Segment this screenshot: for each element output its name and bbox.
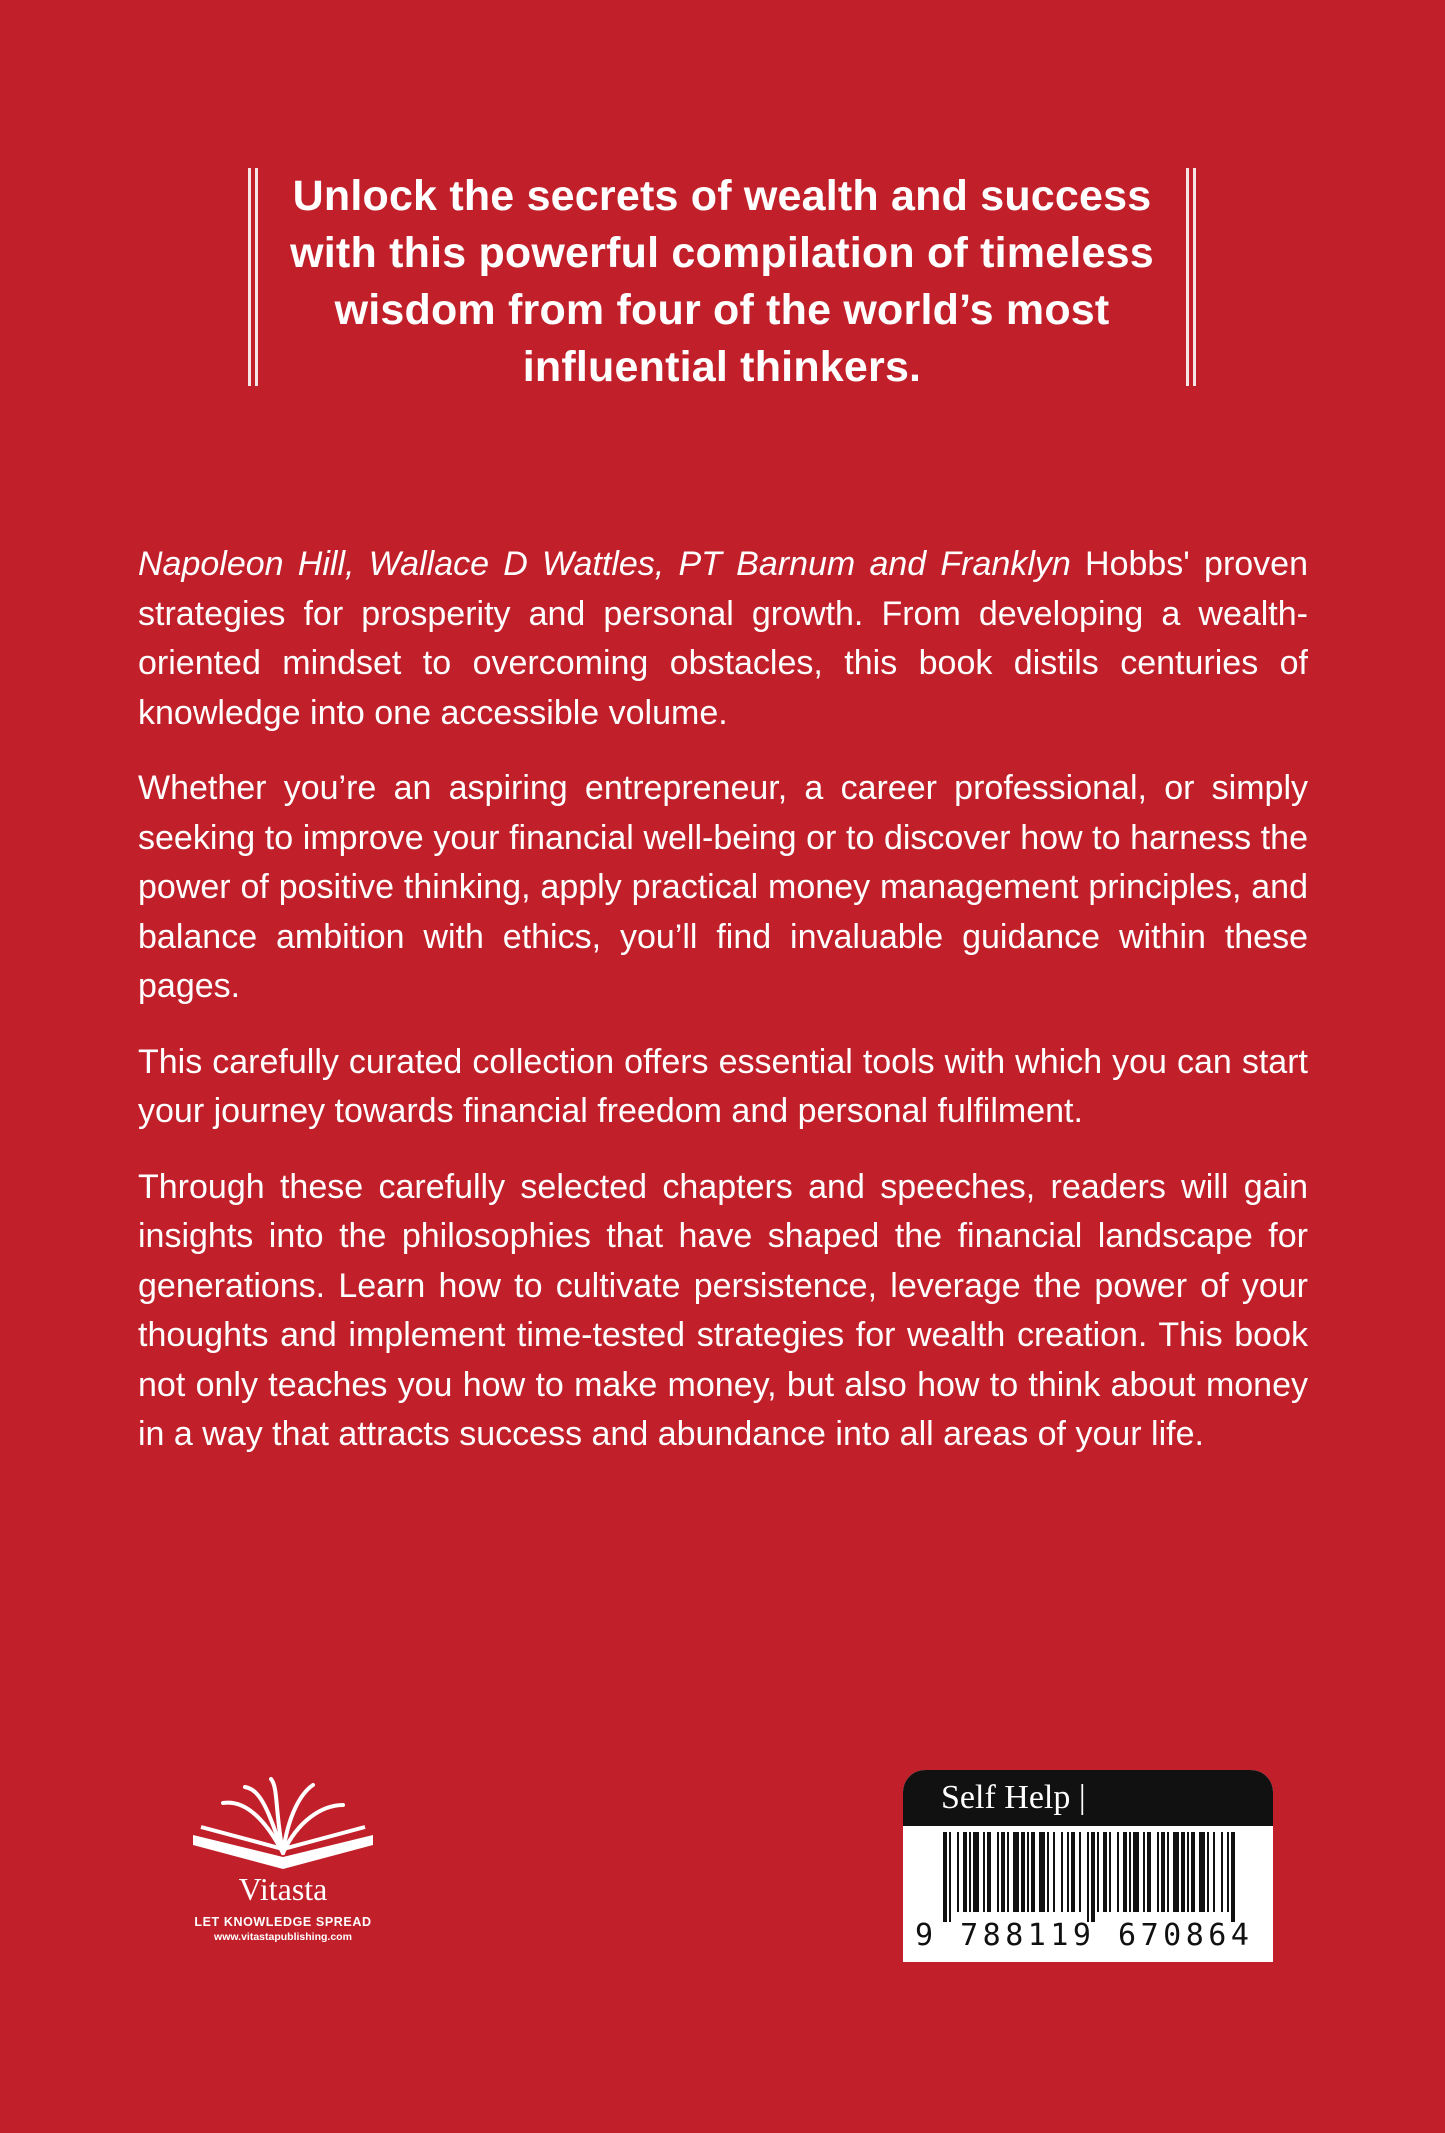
barcode-bar — [997, 1832, 999, 1912]
barcode-bar — [1097, 1832, 1099, 1912]
blurb-paragraph-1 — [138, 540, 1308, 738]
barcode-bar — [1027, 1832, 1029, 1912]
barcode-bar — [1191, 1832, 1195, 1912]
barcode-bar — [1133, 1832, 1139, 1912]
left-double-bar — [248, 168, 258, 386]
barcode-bar — [1213, 1832, 1215, 1912]
barcode-bar — [1007, 1832, 1009, 1912]
barcode-bars — [903, 1826, 1273, 1922]
barcode-bar — [1161, 1832, 1165, 1912]
barcode-bar — [1173, 1832, 1179, 1912]
barcode-bar — [1053, 1832, 1055, 1912]
barcode-bar — [1087, 1832, 1089, 1922]
blurb — [138, 540, 1308, 1486]
publisher-logo — [178, 1775, 388, 1955]
blurb-paragraph-4: Through these carefully selected chapters and speeches, readers will gain insights into the philosophies that have shaped the financial landscape for generations. Learn how to cultivate persistence, leverage the power of your thoughts and implement time-tested strategies for wealth creation. This book not only teaches you how to make money, but also how to think about money in a way that attracts success and abundance into all areas of your life. — [138, 1167, 1308, 1453]
barcode-bar — [1039, 1832, 1045, 1912]
barcode-bar — [983, 1832, 985, 1912]
isbn-barcode — [903, 1770, 1273, 1962]
barcode-bar — [957, 1832, 959, 1912]
barcode-bar — [1091, 1832, 1095, 1922]
barcode-bar — [1021, 1832, 1025, 1912]
barcode-bar — [963, 1832, 967, 1912]
barcode-bar — [1181, 1832, 1185, 1912]
author-names: Napoleon Hill, Wallace D Wattles, PT Barnum and Franklyn — [138, 545, 1071, 583]
barcode-bar — [1221, 1832, 1223, 1912]
barcode-bar — [943, 1832, 947, 1922]
barcode-bar — [1147, 1832, 1151, 1912]
barcode-bar — [973, 1832, 979, 1912]
barcode-bar — [1143, 1832, 1145, 1912]
barcode-bar — [969, 1832, 971, 1912]
barcode-bar — [949, 1832, 951, 1922]
barcode-bar — [1067, 1832, 1069, 1912]
barcode-bar — [1157, 1832, 1159, 1912]
barcode-bar — [1109, 1832, 1111, 1912]
barcode-bar — [1207, 1832, 1209, 1912]
open-book-icon — [183, 1775, 383, 1875]
category-label: Self Help | — [903, 1770, 1273, 1826]
barcode-bar — [1231, 1832, 1235, 1922]
blurb-paragraph-1-rest: Hobbs' proven strategies for prosperity and personal growth. From developing a wealth-oriented mindset to overcoming obstacles, this book distils centuries of knowledge into one accessible volume. — [138, 545, 1308, 732]
tagline-text: Unlock the secrets of wealth and success with this powerful compilation of timeless wisdom from four of the world’s most influential thinkers. — [290, 172, 1154, 391]
publisher-name: Vitasta — [238, 1871, 328, 1907]
barcode-bar — [1227, 1832, 1229, 1912]
isbn-number: 9 788119 670864 — [915, 1918, 1254, 1953]
barcode-bar — [987, 1832, 991, 1912]
barcode-bar — [1129, 1832, 1131, 1912]
barcode-bar — [1001, 1832, 1005, 1912]
barcode-bar — [1013, 1832, 1019, 1912]
barcode-bar — [1199, 1832, 1205, 1912]
blurb-paragraph-3: This carefully curated collection offers essential tools with which you can start your journey towards financial freedom and personal fulfilment. — [138, 1042, 1308, 1130]
barcode-bar — [1031, 1832, 1035, 1912]
barcode-bar — [1117, 1832, 1119, 1912]
blurb-paragraph-2: Whether you’re an aspiring entrepreneur, a career professional, or simply seeking to improve your financial well-being or to discover how to harness the power of positive thinking, apply practical money management principles, and balance ambition with ethics, you’ll find invaluable guidance within these pages. — [138, 769, 1308, 1005]
tagline-block — [248, 168, 1196, 391]
barcode-bar — [1047, 1832, 1049, 1912]
barcode-bar — [1079, 1832, 1081, 1912]
barcode-bar — [1123, 1832, 1127, 1912]
right-double-bar — [1186, 168, 1196, 386]
barcode-bar — [1167, 1832, 1169, 1912]
barcode-bar — [1071, 1832, 1075, 1912]
publisher-url: www.vitastapublishing.com — [214, 1931, 352, 1943]
publisher-tagline: LET KNOWLEDGE SPREAD — [194, 1915, 372, 1929]
barcode-bar — [1061, 1832, 1063, 1912]
barcode-bar — [1187, 1832, 1189, 1912]
barcode-bar — [1103, 1832, 1107, 1912]
